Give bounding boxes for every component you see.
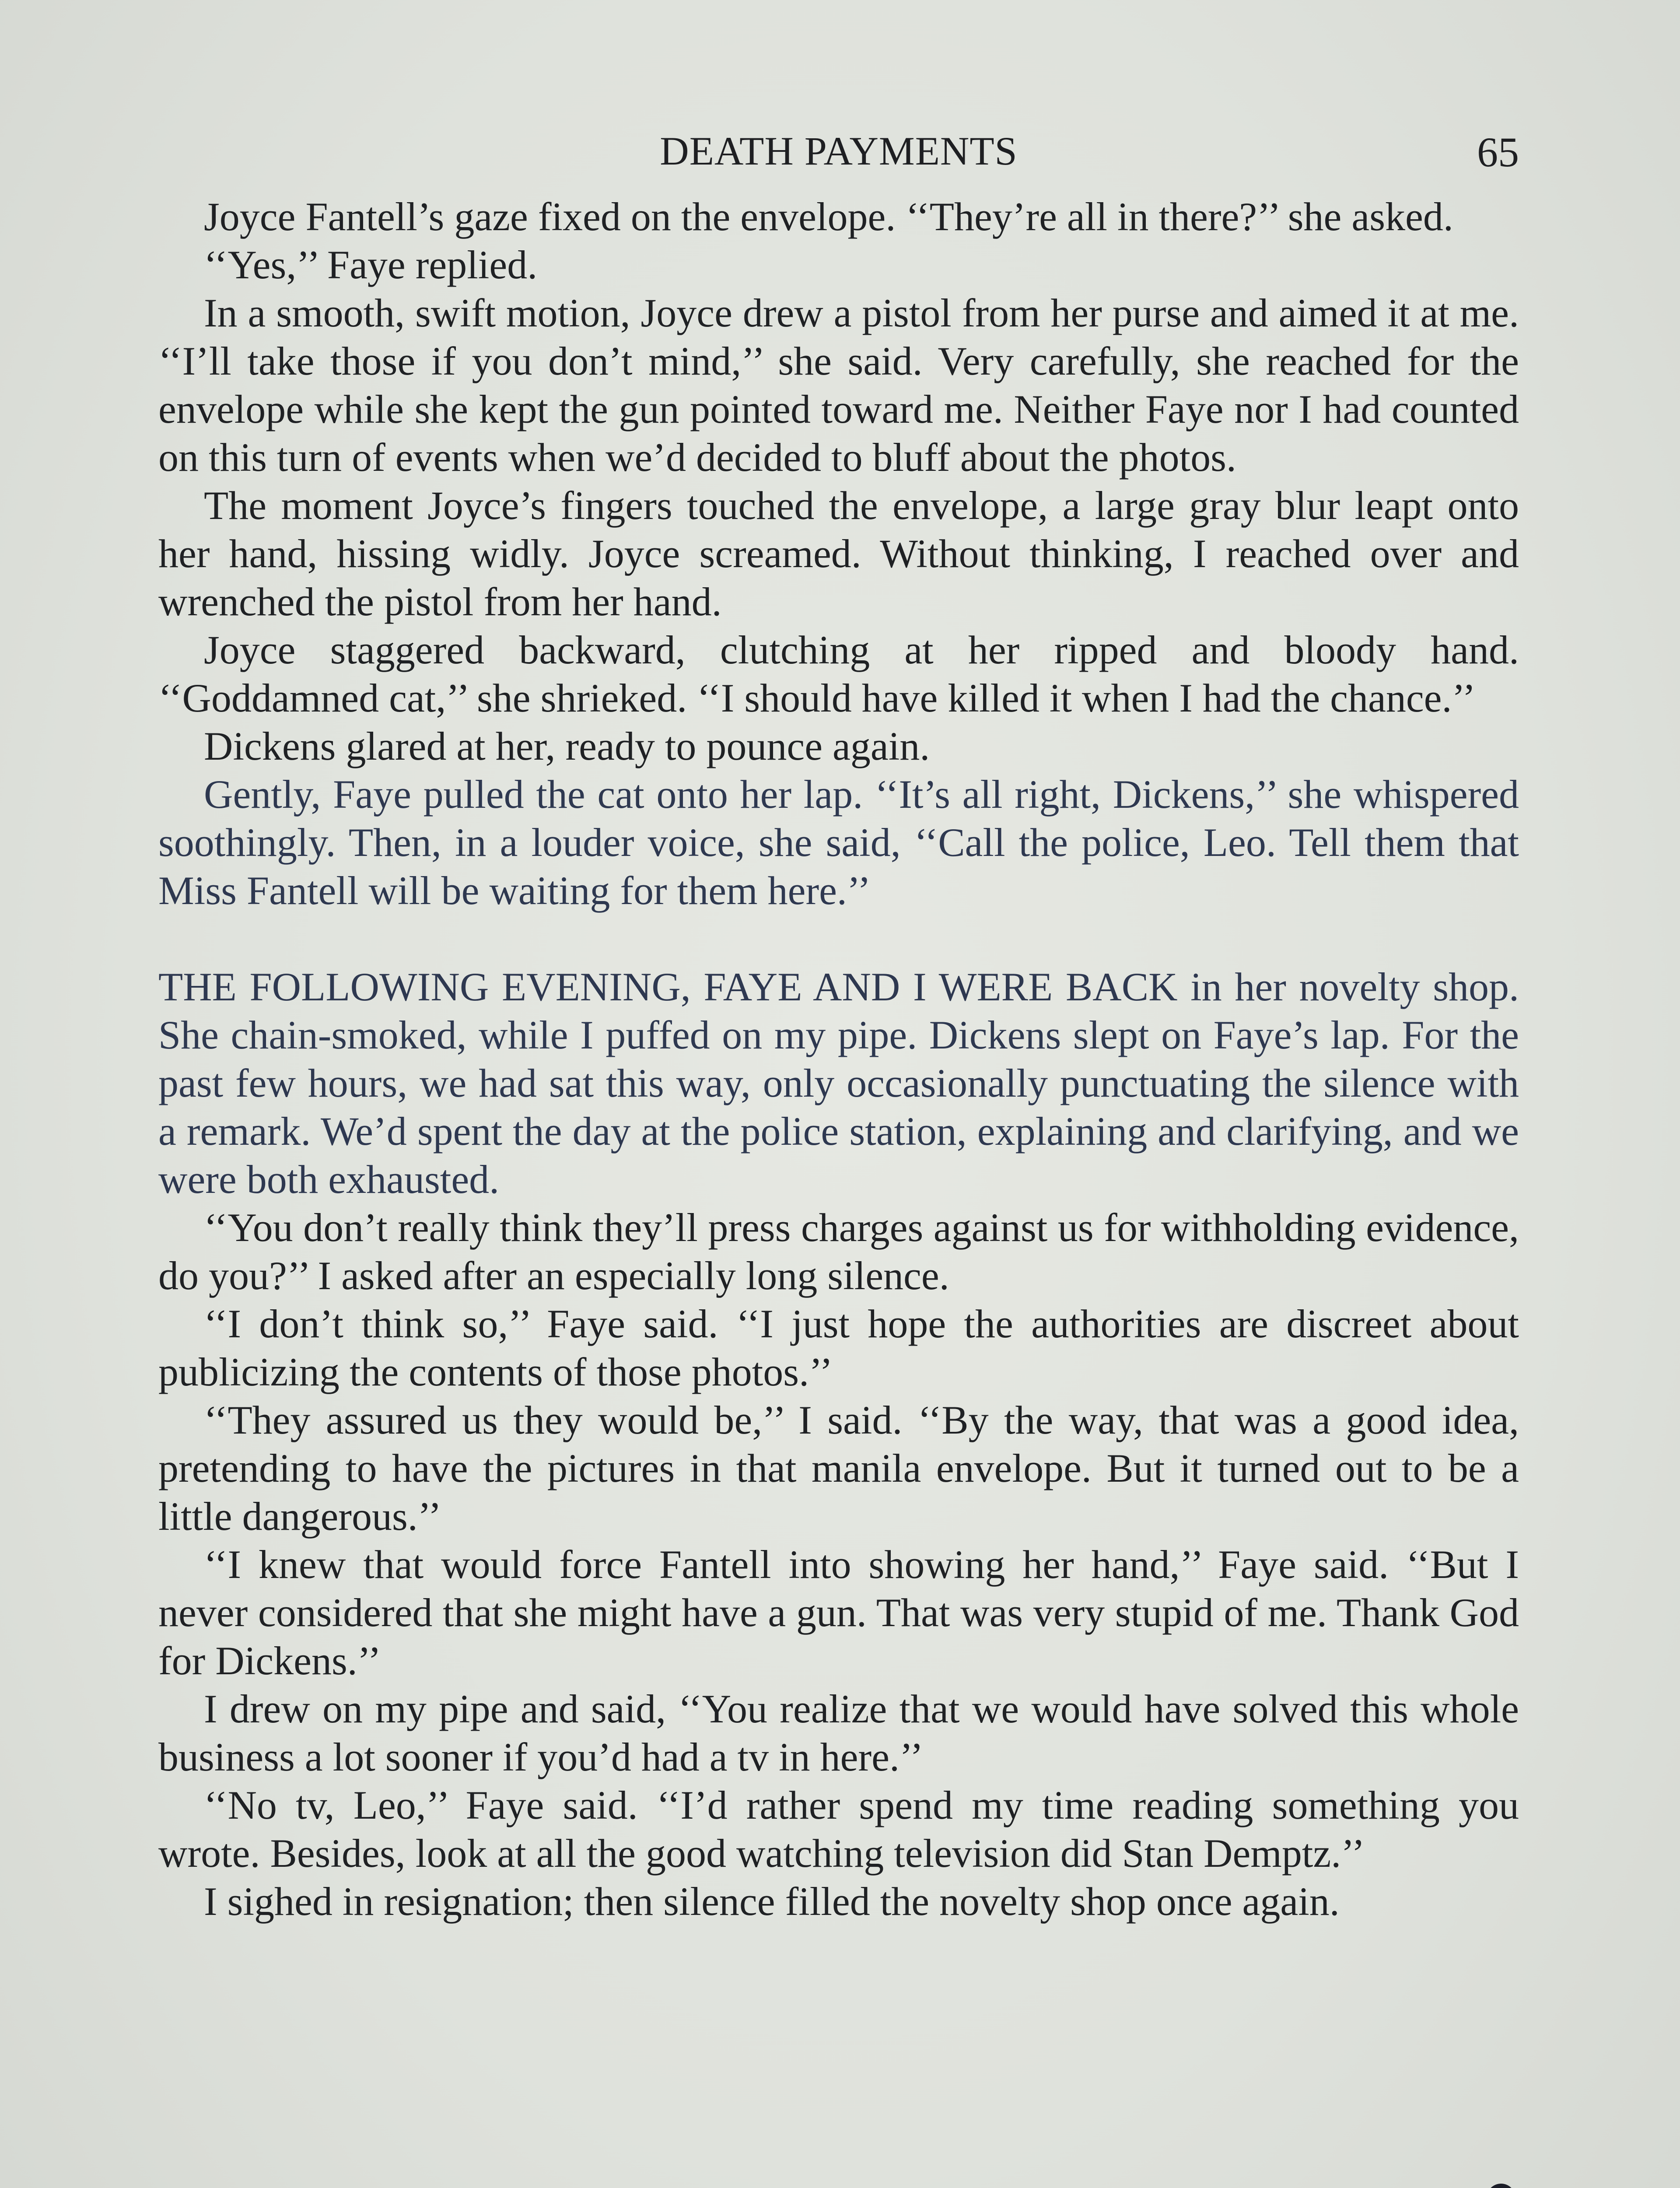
body-text	[158, 193, 1519, 1925]
paragraph: I drew on my pipe and said, ‘‘You realize that we would have solved this whole business a lot sooner if you’d had a tv in here.’’	[158, 1687, 1519, 1779]
section-break	[158, 915, 1519, 963]
paragraph: Dickens glared at her, ready to pounce again.	[204, 724, 930, 768]
page-number: 65	[1477, 129, 1519, 175]
paragraph: ‘‘You don’t really think they’ll press charges against us for withholding evidence, do you?’’ I asked after an especially long silence.	[158, 1205, 1519, 1298]
paragraph: In a smooth, swift motion, Joyce drew a pistol from her purse and aimed it at me. ‘‘I’ll take those if you don’t mind,’’ she said. Very carefully, she reached for the envelope while she kept the gun pointed toward me. Neither Faye nor I had counted on this turn of events when we’d decided to bluff about the photos.	[158, 291, 1519, 480]
section-opening-paragraph: THE FOLLOWING EVENING, FAYE AND I WERE BACK in her novelty shop. She chain-smoked, while I puffed on my pipe. Dickens slept on Faye’s lap. For the past few hours, we had sat this way, only occasionally punctuating the silence with a remark. We’d spent the day at the police station, explaining and clarifying, and we were both exhausted.	[158, 964, 1519, 1202]
paragraph: ‘‘I knew that would force Fantell into showing her hand,’’ Faye said. ‘‘But I never considered that she might have a gun. That was very stupid of me. Thank God for Dickens.’’	[158, 1542, 1519, 1683]
paragraph: Joyce Fantell’s gaze fixed on the envelope. ‘‘They’re all in there?’’ she asked.	[204, 194, 1453, 239]
paragraph: Gently, Faye pulled the cat onto her lap. ‘‘It’s all right, Dickens,’’ she whispered soothingly. Then, in a louder voice, she said, ‘‘Call the police, Leo. Tell them that Miss Fantell will be waiting for them here.’’	[158, 772, 1519, 913]
paragraph: ‘‘Yes,’’ Faye replied.	[204, 242, 538, 287]
paragraph: I sighed in resignation; then silence filled the novelty shop once again.	[204, 1879, 1340, 1924]
paragraph: Joyce staggered backward, clutching at her ripped and bloody hand. ‘‘Goddamned cat,’’ she shrieked. ‘‘I should have killed it when I had the chance.’’	[158, 628, 1519, 720]
paragraph: ‘‘They assured us they would be,’’ I said. ‘‘By the way, that was a good idea, pretending to have the pictures in that manila envelope. But it turned out to be a little dangerous.’’	[158, 1398, 1519, 1539]
end-of-story-bullet-icon	[1487, 2184, 1516, 2188]
paragraph: The moment Joyce’s fingers touched the envelope, a large gray blur leapt onto her hand, hissing widly. Joyce screamed. Without thinking, I reached over and wrenched the pistol from her hand.	[158, 483, 1519, 624]
page-header	[158, 128, 1519, 180]
running-title: DEATH PAYMENTS	[660, 129, 1018, 173]
paragraph: ‘‘No tv, Leo,’’ Faye said. ‘‘I’d rather spend my time reading something you wrote. Besides, look at all the good watching television did Stan Demptz.’’	[158, 1783, 1519, 1876]
paragraph: ‘‘I don’t think so,’’ Faye said. ‘‘I just hope the authorities are discreet about publicizing the contents of those photos.’’	[158, 1301, 1519, 1394]
